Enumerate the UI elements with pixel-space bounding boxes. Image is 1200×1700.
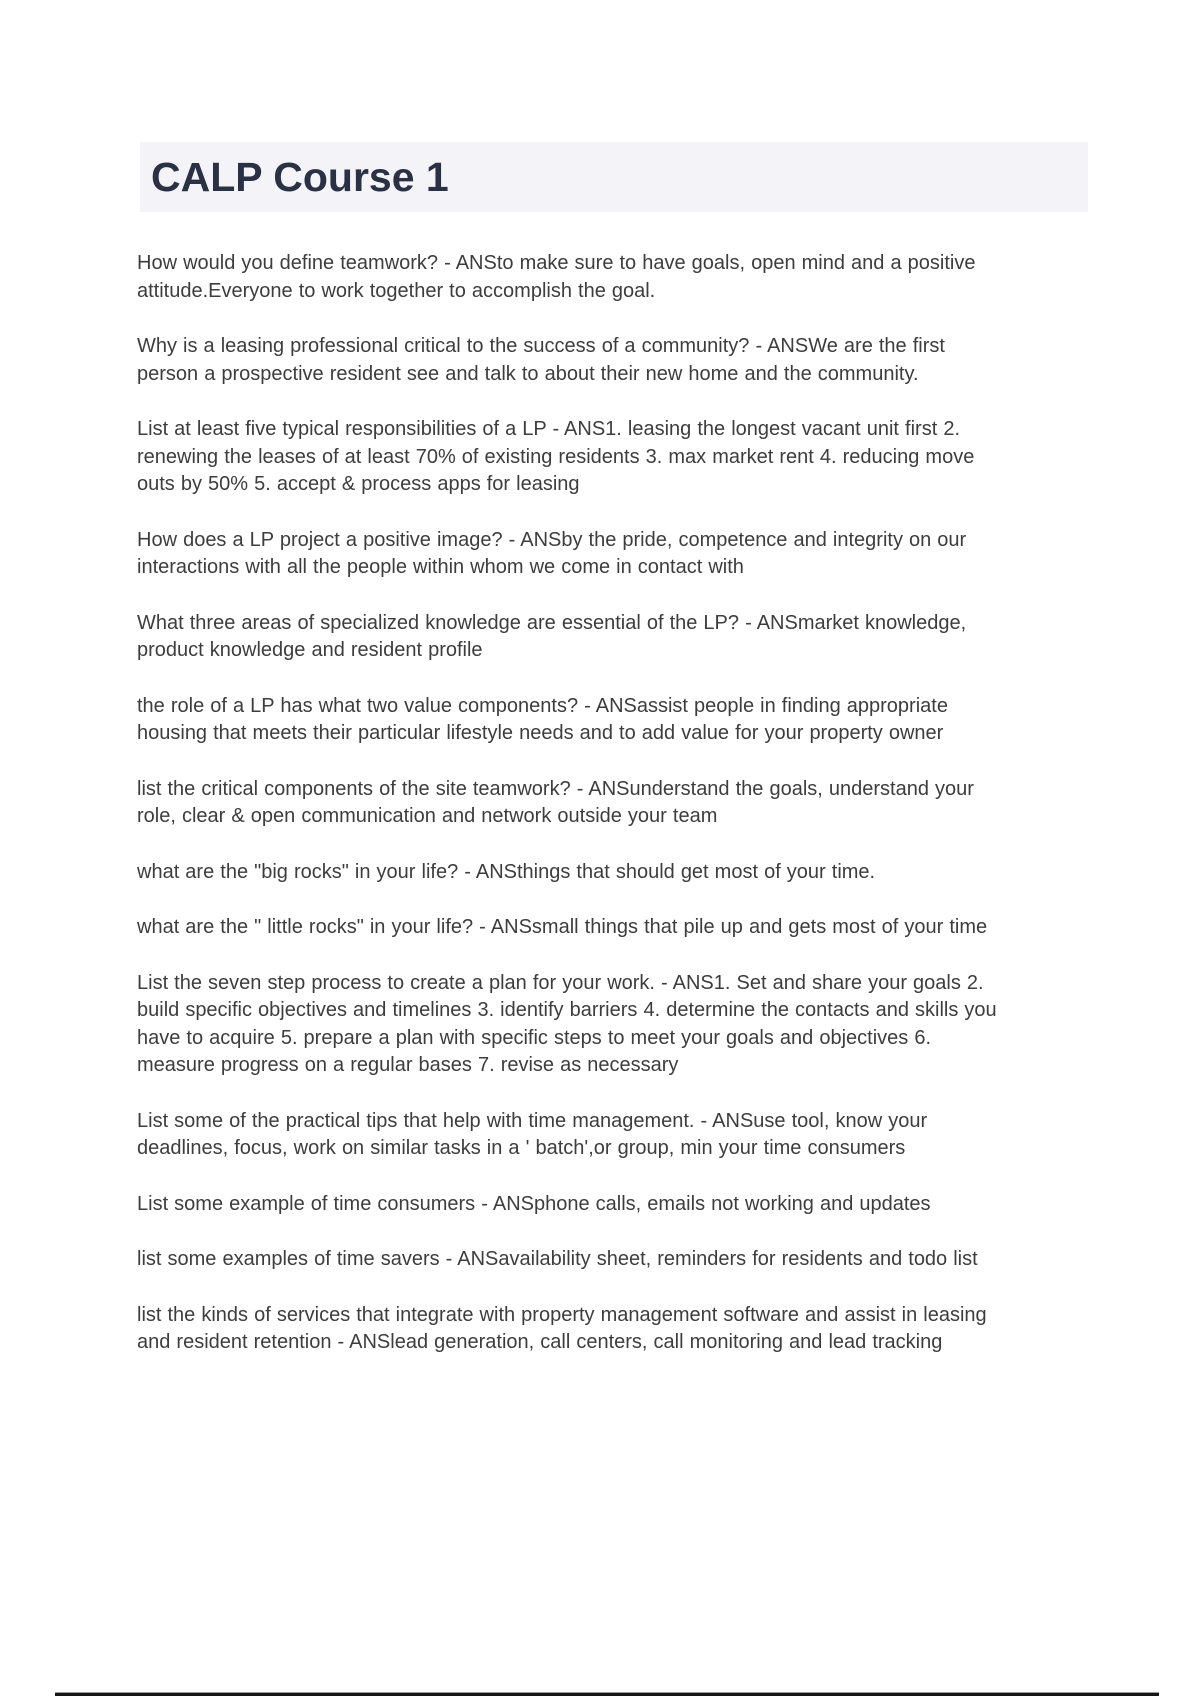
document-body bbox=[137, 250, 999, 1385]
qa-paragraph: what are the " little rocks" in your life? - ANSsmall things that pile up and gets most of your time bbox=[137, 916, 988, 938]
page-title: CALP Course 1 bbox=[151, 153, 449, 200]
qa-paragraph: List some example of time consumers - ANSphone calls, emails not working and updates bbox=[137, 1192, 931, 1215]
qa-paragraph: the role of a LP has what two value components? - ANSassist people in finding appropriate housing that meets their particular lifestyle needs and to add value for your property owner bbox=[137, 694, 948, 744]
qa-paragraph: How would you define teamwork? - ANSto make sure to have goals, open mind and a positive attitude.Everyone to work together to accomplish the goal. bbox=[137, 252, 976, 302]
qa-paragraph: List at least five typical responsibilities of a LP - ANS1. leasing the longest vacant unit first 2. renewing the leases of at least 70% of existing residents 3. max market rent 4. reducing move outs by 50% 5. accept & process apps for leasing bbox=[137, 418, 975, 495]
qa-paragraph: List the seven step process to create a plan for your work. - ANS1. Set and share your goals 2. build specific objectives and timelines 3. identify barriers 4. determine the contacts and skills you have to acquire 5. prepare a plan with specific steps to meet your goals and objectives 6. measure progress on a regular bases 7. revise as necessary bbox=[137, 971, 997, 1076]
qa-paragraph: what are the "big rocks" in your life? - ANSthings that should get most of your time. bbox=[137, 860, 876, 883]
page-bottom-divider bbox=[55, 1692, 1159, 1696]
qa-paragraph: List some of the practical tips that help with time management. - ANSuse tool, know your deadlines, focus, work on similar tasks in a ' batch',or group, min your time consumers bbox=[137, 1109, 928, 1159]
qa-paragraph: What three areas of specialized knowledge are essential of the LP? - ANSmarket knowledge, product knowledge and resident profile bbox=[137, 611, 967, 661]
qa-paragraph: How does a LP project a positive image? - ANSby the pride, competence and integrity on our interactions with all the people within whom we come in contact with bbox=[137, 528, 967, 578]
qa-paragraph: list some examples of time savers - ANSavailability sheet, reminders for residents and todo list bbox=[137, 1248, 978, 1270]
qa-paragraph: list the critical components of the site teamwork? - ANSunderstand the goals, understand your role, clear & open communication and network outside your team bbox=[137, 777, 974, 827]
qa-paragraph: list the kinds of services that integrate with property management software and assist in leasing and resident retention - ANSlead generation, call centers, call monitoring and lead tracking bbox=[137, 1303, 987, 1353]
document-title-bar bbox=[140, 142, 1088, 212]
qa-paragraph: Why is a leasing professional critical to the success of a community? - ANSWe are the first person a prospective resident see and talk to about their new home and the community. bbox=[137, 335, 945, 385]
